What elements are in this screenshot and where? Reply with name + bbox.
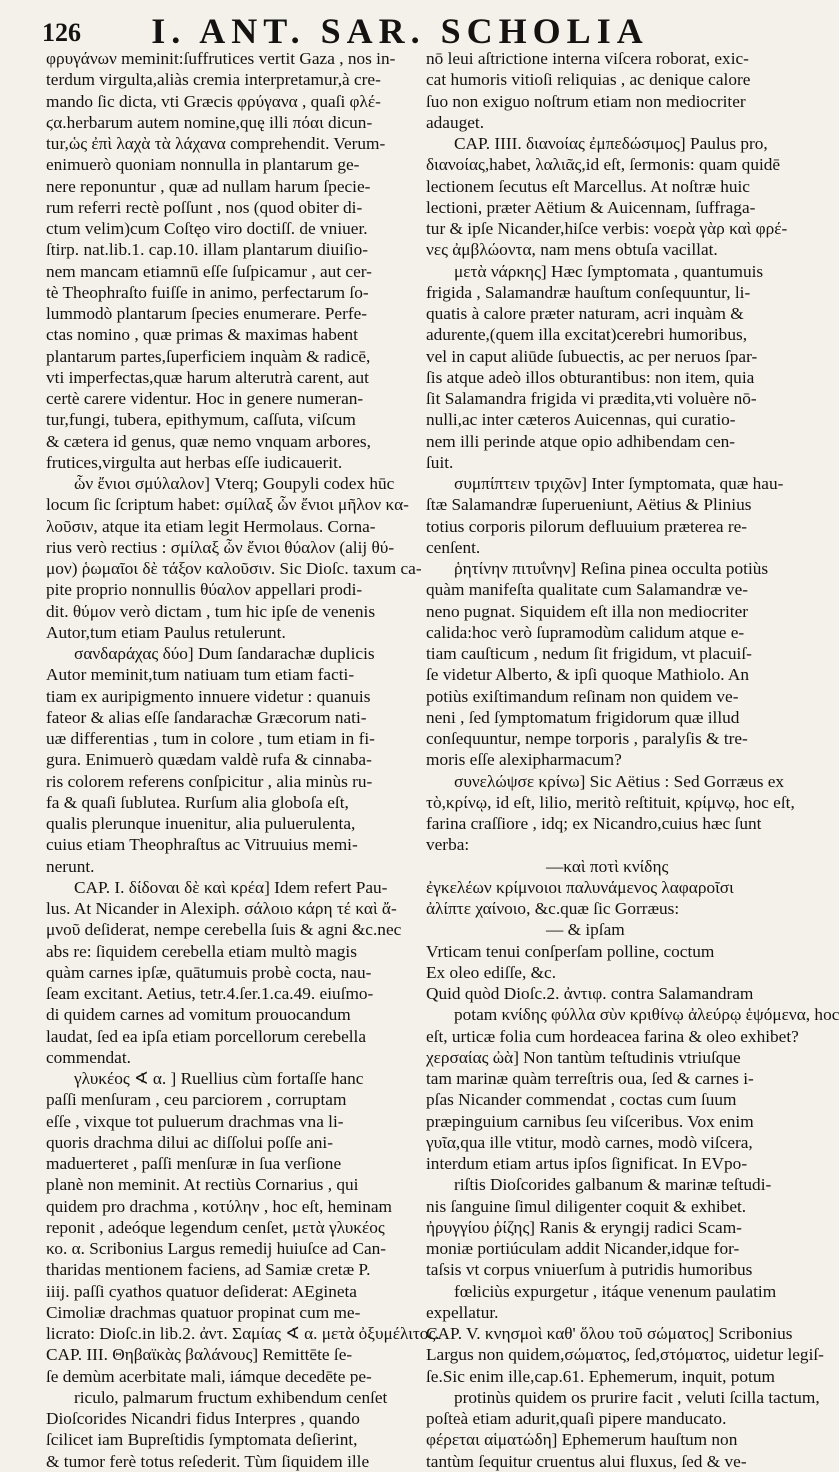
running-head: I. ANT. SAR. SCHOLIA xyxy=(151,11,649,51)
text-line: lus. At Nicander in Alexiph. σάλοιο κάρη τέ καὶ ἄ- xyxy=(46,899,397,918)
text-line: vti imperfectas,quæ harum alterutrà carent, aut xyxy=(46,367,369,387)
text-line: ſis atque adeò illos obturantibus: non item, quia xyxy=(426,367,755,387)
text-line: κο. α. Scribonius Largus remedij huiuſce ad Can- xyxy=(46,1239,387,1258)
text-line: fateor & alias eſſe ſandarachæ Græcorum nati- xyxy=(46,707,367,727)
text-line: Autor,tum etiam Paulus retulerunt. xyxy=(46,622,286,642)
text-line: tiam cauſticum , nedum ſit frigidum, vt placuiſ- xyxy=(426,644,752,663)
text-line: frigida , Salamandræ hauſtum conſequuntur, li- xyxy=(426,282,751,302)
text-line: tantùm ſequitur cruentus alui fluxus, ſed & ve- xyxy=(426,1451,747,1471)
text-line: di quidem carnes ad vomitum prouocandum xyxy=(46,1005,351,1025)
text-line: planè non meminit. At rectiùs Cornarius , qui xyxy=(46,1175,359,1195)
text-line: quatis à calore præter naturam, acri inquàm & xyxy=(426,304,744,323)
text-line: tè Theophraſto fuiſſe in animo, perfectarum ſo- xyxy=(46,282,369,302)
text-line: taſsis vt corpus vniuerſum à putridis humoribus xyxy=(426,1260,753,1280)
text-line: CAP. III. Θηβαϊκὰς βαλάνους] Remittēte ſe- xyxy=(46,1345,353,1365)
text-line: tiam ex auripigmento innuere videtur : quanuis xyxy=(46,686,371,706)
text-line: γλυκέος ∢ α. ] Ruellius cùm fortaſſe hanc xyxy=(74,1069,364,1088)
text-line: tur,ὡς ἐπὶ λαχὰ τὰ λάχανα comprehendit. Verum- xyxy=(46,134,386,153)
text-line: ſe demùm acerbitate mali, iámque decedēte pe- xyxy=(46,1366,372,1386)
text-line: interdum etiam artus ipſos ſignificat. In EVpo- xyxy=(426,1154,748,1173)
right-column xyxy=(426,48,839,1472)
text-line: locum ſic ſcriptum habet: σμίλαξ ὧν ἔνιοι μῆλον κα- xyxy=(46,495,409,515)
text-line: —καὶ ποτὶ κνίδης xyxy=(546,856,669,876)
text-line: Autor meminit,tum natiuam tum etiam facti- xyxy=(46,665,355,685)
text-line: expellatur. xyxy=(426,1302,499,1322)
text-line: γυῖα,qua ille vtitur, modò carnes, modò viſcera, xyxy=(426,1132,753,1152)
text-line: tur,fungi, tubera, epithymum, caſſuta, viſcum xyxy=(46,410,356,430)
text-line: enimuerò quoniam nonnulla in plantarum ge- xyxy=(46,155,360,175)
text-line: Vrticam tenui conſperſam polline, coctum xyxy=(426,941,715,961)
text-line: frutices,virgulta aut herbas eſſe iudicauerit. xyxy=(46,452,343,472)
text-line: & cætera id genus, quæ nemo vnquam arbores, xyxy=(46,431,371,451)
text-line: ϛα.herbarum autem nomine,quę illi πόαι dicun- xyxy=(46,112,373,132)
text-line: quàm manifeſta qualitate cum Salamandræ ve- xyxy=(426,580,748,600)
text-line: licrato: Dioſc.in lib.2. ἀντ. Σαμίας ∢ α. μετὰ ὀξυμέλιτος. xyxy=(46,1324,440,1343)
text-line: ſe.Sic enim ille,cap.61. Ephemerum, inquit, potum xyxy=(426,1366,775,1386)
text-line: neni , ſed ſymptomatum frigidorum quæ illud xyxy=(426,707,740,727)
page-number: 126 xyxy=(42,18,81,47)
text-line: χερσαίας ὠὰ] Non tantùm teſtudinis vtriuſque xyxy=(426,1047,741,1067)
text-line: nis ſanguine ſimul diligenter coquit & exhibet. xyxy=(426,1196,747,1216)
text-line: pite proprio nonnullis θύαλον appellari prodi- xyxy=(46,580,363,600)
text-line: λοῦσιν, atque ita etiam legit Hermolaus. Corna- xyxy=(46,516,376,536)
text-line: adurente,(quem illa excitat)cerebri humoribus, xyxy=(426,325,748,345)
text-line: nerunt. xyxy=(46,856,95,876)
page-header xyxy=(0,8,800,51)
text-line: ſit Salamandra frigida vi prædita,vti voluère nō- xyxy=(426,389,757,408)
text-line: pſas Nicander commendat , coctas cum ſuum xyxy=(426,1090,737,1110)
text-line: protinùs quidem os prurire facit , veluti ſcilla tactum, xyxy=(454,1387,820,1407)
text-line: moniæ portiúculam addit Nicander,idque for- xyxy=(426,1239,740,1258)
text-line: paſſi menſuram , ceu parciorem , corruptam xyxy=(46,1090,347,1110)
text-line: ſtæ Salamandræ ſuperueniunt, Aëtius & Plinius xyxy=(426,495,752,515)
text-line: συμπίπτειν τριχῶν] Inter ſymptomata, quæ hau- xyxy=(454,474,784,493)
text-line: nere reponuntur , quæ ad nullam harum ſpecie- xyxy=(46,176,371,196)
text-line: Dioſcorides Nicandri fidus Interpres , quando xyxy=(46,1409,360,1428)
text-line: ſeam excitant. Aetius, tetr.4.ſer.1.ca.49. eiuſmo- xyxy=(46,984,374,1003)
text-line: abs re: ſiquidem cerebella etiam multò magis xyxy=(46,941,357,961)
text-line: ἀλίπτε χαίνοιο, &c.quæ ſic Gorræus: xyxy=(426,899,680,918)
text-line: plantarum partes,ſuperficiem inquàm & radicē, xyxy=(46,346,371,366)
text-line: ſuit. xyxy=(426,452,454,472)
text-line: & tumor ferè totus reſederit. Tùm ſiquidem ille xyxy=(46,1451,370,1471)
text-line: ſcilicet iam Bupreſtidis ſymptomata deſierint, xyxy=(46,1430,358,1450)
text-line: lectionem ſecutus eſt Marcellus. At noſtræ huic xyxy=(426,176,750,196)
text-line: ἐγκελέων κρίμνοιοι παλυνάμενος λαφαροῖσι xyxy=(426,877,734,897)
text-line: moris eſſe alexipharmacum? xyxy=(426,750,622,770)
text-line: mando ſic dicta, vti Græcis φρύγανα , quaſi φλέ- xyxy=(46,91,381,111)
text-line: adauget. xyxy=(426,112,485,132)
text-line: conſequuntur, nempe torporis , paralyſis & tre- xyxy=(426,729,748,748)
text-line: terdum virgulta,aliàs cremia interpretamur,à cre- xyxy=(46,70,381,90)
text-line: fœliciùs expurgetur , itáque venenum paulatim xyxy=(454,1281,777,1301)
text-line: vel in caput aliūde ſubuectis, ac per neruos ſpar- xyxy=(426,346,758,366)
text-line: certè carere videntur. Hoc in genere numeran- xyxy=(46,389,364,408)
text-line: ctas nomino , quæ primas & maximas habent xyxy=(46,325,358,345)
text-line: CAP. I. δίδοναι δὲ καὶ κρέα] Idem refert Pau- xyxy=(74,877,388,897)
text-line: potam κνίδης φύλλα σὺν κριθίνῳ ἀλεύρῳ ἑψόμενα, hoc xyxy=(454,1005,839,1025)
text-line: μον) ῥωμαῖοι δὲ τάξον καλοῦσιν. Sic Dioſc. taxum ca- xyxy=(46,559,422,578)
text-line: Cimoliæ drachmas quatuor propinat cum me- xyxy=(46,1302,361,1322)
text-line: νες ἀμβλώοντα, nam mens obtuſa vacillat. xyxy=(426,240,718,260)
text-line: commendat. xyxy=(46,1047,131,1067)
text-line: dit. θύμον verò dictam , tum hic ipſe de venenis xyxy=(46,601,376,621)
text-line: nem illi perinde atque opio adhibendam cen- xyxy=(426,431,736,451)
text-line: ctum velim)cum Coſtęo viro doctiſſ. de vniuer. xyxy=(46,219,368,238)
text-line: Ex oleo ediſſe, &c. xyxy=(426,962,557,982)
text-line: eſt, urticæ folia cum hordeacea farina & oleo exhibet? xyxy=(426,1026,799,1046)
text-line: reponit , adeóque legendum cenſet, μετὰ γλυκέος xyxy=(46,1217,385,1237)
text-line: φρυγάνων meminit:ſuffrutices vertit Gaza , nos in- xyxy=(46,49,396,68)
text-line: quoris drachma dilui ac diſſolui poſſe ani- xyxy=(46,1132,333,1152)
text-line: ſuo non exiguo noſtrum etiam non mediocriter xyxy=(426,91,746,111)
text-line: iiij. paſſi cyathos quatuor deſiderat: AEgineta xyxy=(46,1281,357,1301)
text-line: tam marinæ quàm terreſtris oua, ſed & carnes i- xyxy=(426,1069,754,1088)
text-line: Quid quòd Dioſc.2. ἀντιφ. contra Salamandram xyxy=(426,984,754,1003)
text-line: neno pugnat. Siquidem eſt illa non mediocriter xyxy=(426,601,749,621)
text-line: poſteà etiam adurit,quaſi pipere manducato. xyxy=(426,1409,727,1428)
text-line: ris colorem referens conſpicitur , alia minùs ru- xyxy=(46,771,373,791)
text-line: nulli,ac inter cæteros Auicennas, qui curatio- xyxy=(426,410,736,430)
text-line: διανοίας,habet, λαλιᾶς,id eſt, ſermonis: quam quidē xyxy=(426,155,781,175)
text-line: nō leui aſtrictione interna viſcera roborat, exic- xyxy=(426,49,749,68)
text-line: tharidas mentionem faciens, ad Samiæ cretæ P. xyxy=(46,1260,371,1280)
text-line: farina craſſiore , idq; ex Nicandro,cuius hæc ſunt xyxy=(426,814,762,833)
text-line: rum referri rectè poſſunt , nos (quod obiter di- xyxy=(46,197,363,217)
text-line: CAP. IIII. διανοίας ἐμπεδώσιμος] Paulus pro, xyxy=(454,134,768,153)
text-line: μνοῦ deſiderat, nempe cerebella ſuis & agni &c.nec xyxy=(46,920,402,940)
text-line: nem mancam etiamnū eſſe ſuſpicamur , aut cer- xyxy=(46,261,372,281)
text-line: ſe videtur Alberto, & ipſi quoque Mathiolo. An xyxy=(426,665,750,685)
text-line: eſſe , vixque tot puluerum drachmas vna li- xyxy=(46,1111,344,1131)
text-line: qualis plerunque inuenitur, alia puluerulenta, xyxy=(46,814,356,833)
text-line: uæ differentias , tum in colore , tum etiam in fi- xyxy=(46,729,375,748)
text-line: cuius etiam Theophraſtus ac Vitruuius memi- xyxy=(46,835,358,855)
text-line: quidem pro drachma , κοτύλην , hoc eſt, heminam xyxy=(46,1196,392,1216)
text-line: potiùs exiſtimandum reſinam non quidem ve- xyxy=(426,686,739,706)
text-line: Largus non quidem,σώματος, ſed,στόματος, uidetur legiſ- xyxy=(426,1345,824,1365)
text-line: cat humoris vitioſi reliquias , ac denique calore xyxy=(426,70,751,90)
text-line: lummodò plantarum ſpecies enumerare. Perfe- xyxy=(46,304,368,323)
text-line: συνελώψσε κρίνω] Sic Aëtius : Sed Gorræus ex xyxy=(454,771,785,791)
text-line: ἠρυγγίου ῥίζης] Ranis & eryngij radici Scam- xyxy=(426,1217,742,1237)
text-line: calida:hoc verò ſupramodùm calidum atque e- xyxy=(426,622,745,642)
text-line: φέρεται αἱματώδη] Ephemerum hauſtum non xyxy=(426,1430,738,1450)
text-line: μετὰ νάρκης] Hæc ſymptomata , quantumuis xyxy=(454,261,764,281)
text-line: σανδαράχας δύο] Dum ſandarachæ duplicis xyxy=(74,644,375,663)
text-line: tur & ipſe Nicander,hiſce verbis: νοερὰ γὰρ καὶ φρέ- xyxy=(426,219,788,238)
text-line: rius verò rectius : σμίλαξ ὧν ἔνιοι θύαλον (alij θύ- xyxy=(46,537,395,557)
text-line: riſtis Dioſcorides galbanum & marinæ teſtudi- xyxy=(454,1175,772,1195)
text-line: lectioni, præter Aëtium & Auicennam, ſuffraga- xyxy=(426,197,756,217)
text-line: CAP. V. κνησμοὶ καθ' ὅλου τοῦ σώματος] Scribonius xyxy=(426,1324,793,1343)
text-line: ſtirp. nat.lib.1. cap.10. illam plantarum diuiſio- xyxy=(46,240,369,260)
text-line: cenſent. xyxy=(426,537,481,557)
text-line: præpinguium carnibus ſeu viſceribus. Vox enim xyxy=(426,1111,754,1131)
text-line: ὧν ἔνιοι σμύλαλον] Vterq; Goupyli codex hūc xyxy=(74,474,395,493)
text-line: gura. Enimuerò quædam valdè rufa & cinnaba- xyxy=(46,750,372,770)
text-line: verba: xyxy=(426,835,470,855)
text-line: riculo, palmarum fructum exhibendum cenſet xyxy=(74,1387,388,1407)
text-line: laudat, ſed ea ipſa etiam porcellorum cerebella xyxy=(46,1026,367,1046)
text-line: fa & quaſi ſublutea. Rurſum alia globoſa eſt, xyxy=(46,792,349,812)
text-line: ῥητίνην πιτυΐνην] Reſina pinea occulta potiùs xyxy=(454,559,769,578)
text-line: — & ipſam xyxy=(546,920,625,940)
text-line: totius corporis pilorum defluuium præterea re- xyxy=(426,516,748,536)
text-line: maduerteret , paſſi menſuræ in ſua verſione xyxy=(46,1154,342,1173)
text-line: τὸ,κρίνῳ, id eſt, lilio, meritò reſtituit, κρίμνῳ, hoc eſt, xyxy=(426,792,795,812)
text-line: quàm carnes ipſæ, quātumuis probè cocta, nau- xyxy=(46,962,372,982)
